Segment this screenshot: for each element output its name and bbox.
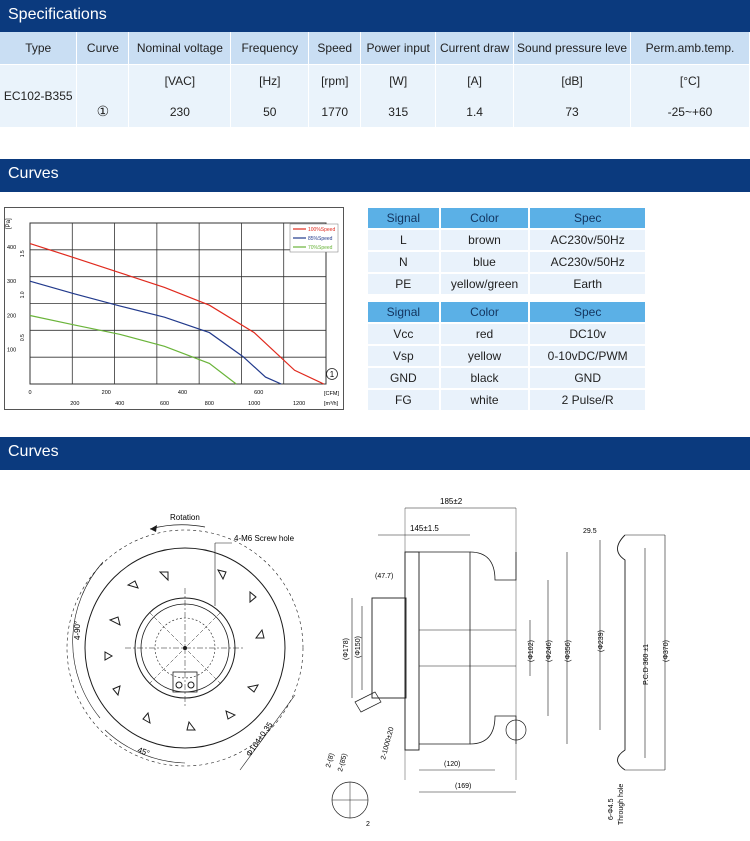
signal-cell: FG [368,389,440,411]
signal-cell: red [440,323,530,345]
spec-header: Type [0,32,77,65]
rotation-label: Rotation [170,513,200,522]
section-header-specifications [0,0,750,33]
spec-header-row [0,32,750,65]
x-tick-m3h: 600 [159,401,170,407]
signal-header: Signal [368,208,440,229]
spec-unit: [rpm] [309,65,361,97]
x-unit-m3h: [m³/h] [324,401,339,407]
dim-145-label: 145±1.5 [410,524,439,533]
y-tick-label: 100 [7,347,17,354]
x-tick-cfm: 200 [101,390,111,396]
signal-header: Spec [529,208,646,229]
spec-value: 73 [514,96,631,127]
signal-table-power [368,208,647,296]
signal-cell: Earth [529,273,646,295]
signal-cell: GND [368,367,440,389]
cable-8-label: 2-(8) [325,752,336,769]
spec-unit: [W] [361,65,436,97]
dim-169-label: (169) [455,783,472,790]
spec-value: 50 [231,96,309,127]
spec-unit: [VAC] [129,65,231,97]
y2-tick-label: 0.5 [20,334,26,342]
dim-246-label: (Φ246) [546,640,553,662]
dim-178-label: (Φ178) [343,638,350,660]
signal-cell: brown [440,229,530,251]
angle-90-label: 4-90° [73,620,82,640]
dim-477-label: (47.7) [375,573,394,580]
performance-chart [4,207,344,410]
section-title: Curves [8,443,59,460]
signal-cell: 2 Pulse/R [529,389,646,411]
cable-1000-label: 2-1000±20 [380,726,396,761]
signal-cell: yellow [440,345,530,367]
dim-120-label: (120) [444,761,461,768]
dim-102-label: (Φ102) [528,640,535,662]
signal-cell: AC230v/50Hz [529,229,646,251]
dim-370-label: (Φ370) [663,640,670,662]
spec-header: Speed [309,32,361,65]
y2-tick-label: 1.5 [20,250,26,258]
spec-unit: [°C] [631,65,750,97]
angle-45-label: 45° [136,745,151,759]
signal-cell: blue [440,251,530,273]
dim-356-label: (Φ356) [565,640,572,662]
x-tick-m3h: 800 [204,401,214,407]
signal-header: Color [440,208,530,229]
x-tick-cfm: 0 [28,390,32,396]
spec-header: Frequency [231,32,309,65]
section-header-curves [0,159,750,192]
x-unit-cfm: [CFM] [324,391,339,397]
front-view [67,513,303,770]
cable-85-label: 2-(85) [337,752,349,773]
pcd-label: P.C.D 360 ±1 [643,643,650,685]
signal-header: Color [440,302,530,323]
dim-150-label: (Φ150) [355,636,362,658]
signal-cell: Vsp [368,345,440,367]
spec-unit: [dB] [514,65,631,97]
y-tick-label: 200 [7,313,17,320]
dim-2-label: 2 [366,821,370,828]
spec-value: 1770 [309,96,361,127]
side-view [325,497,572,828]
x-tick-m3h: 400 [115,401,125,407]
y2-tick-label: 1.0 [20,291,26,299]
spec-header: Sound pressure leve [514,32,631,65]
curve-marker-label: 1 [329,370,335,379]
spec-header: Curve [77,32,129,65]
holes-label: 6-Φ4.5 [608,798,615,820]
x-tick-cfm: 600 [254,390,264,396]
spec-header: Nominal voltage [129,32,231,65]
signal-header: Spec [529,302,646,323]
signal-cell: L [368,229,440,251]
signal-cell: AC230v/50Hz [529,251,646,273]
signal-cell: GND [529,367,646,389]
spec-value: 1.4 [436,96,514,127]
dim-29-label: 29.5 [583,528,597,535]
spec-unit-blank [77,65,129,97]
signal-cell: PE [368,273,440,295]
legend-label: 70%Speed [308,245,333,251]
legend-label: 85%Speed [308,236,333,242]
dia-164-label: Φ164±0.35 [244,720,275,759]
signal-header: Signal [368,302,440,323]
dimension-drawing [0,480,750,841]
chart-legend [290,224,338,252]
dim-185-label: 185±2 [440,497,463,506]
x-tick-m3h: 1200 [292,401,306,407]
legend-label: 100%Speed [308,227,336,233]
section-title: Specifications [8,6,107,23]
signal-table-control [368,302,647,412]
spec-header: Perm.amb.temp. [631,32,750,65]
dim-239-label: (Φ239) [598,630,605,652]
signal-cell: yellow/green [440,273,530,295]
y-axis-label: [Pa] [6,218,12,229]
y-tick-label: 300 [7,279,17,286]
through-hole-label: Through hole [618,783,625,825]
spec-type: EC102-B355 [0,65,77,128]
signal-cell: Vcc [368,323,440,345]
section-header-drawings [0,437,750,470]
spec-unit: [Hz] [231,65,309,97]
signal-cell: white [440,389,530,411]
spec-curve: ① [77,96,129,127]
signal-cell: N [368,251,440,273]
spec-header: Current draw [436,32,514,65]
x-tick-cfm: 400 [177,390,188,396]
spec-value: -25~+60 [631,96,750,127]
signal-cell: DC10v [529,323,646,345]
spec-table [0,32,750,127]
section-title: Curves [8,165,59,182]
spec-header: Power input [361,32,436,65]
spec-value: 230 [129,96,231,127]
flange-view [583,528,670,825]
x-tick-m3h: 200 [70,401,80,407]
signal-cell: black [440,367,530,389]
spec-units-row [0,65,750,97]
spec-unit: [A] [436,65,514,97]
y-tick-label: 400 [7,244,17,251]
screw-hole-label: 4-M6 Screw hole [234,534,295,543]
x-tick-m3h: 1000 [248,401,261,407]
spec-value: 315 [361,96,436,127]
signal-cell: 0-10vDC/PWM [529,345,646,367]
spec-values-row [0,96,750,127]
